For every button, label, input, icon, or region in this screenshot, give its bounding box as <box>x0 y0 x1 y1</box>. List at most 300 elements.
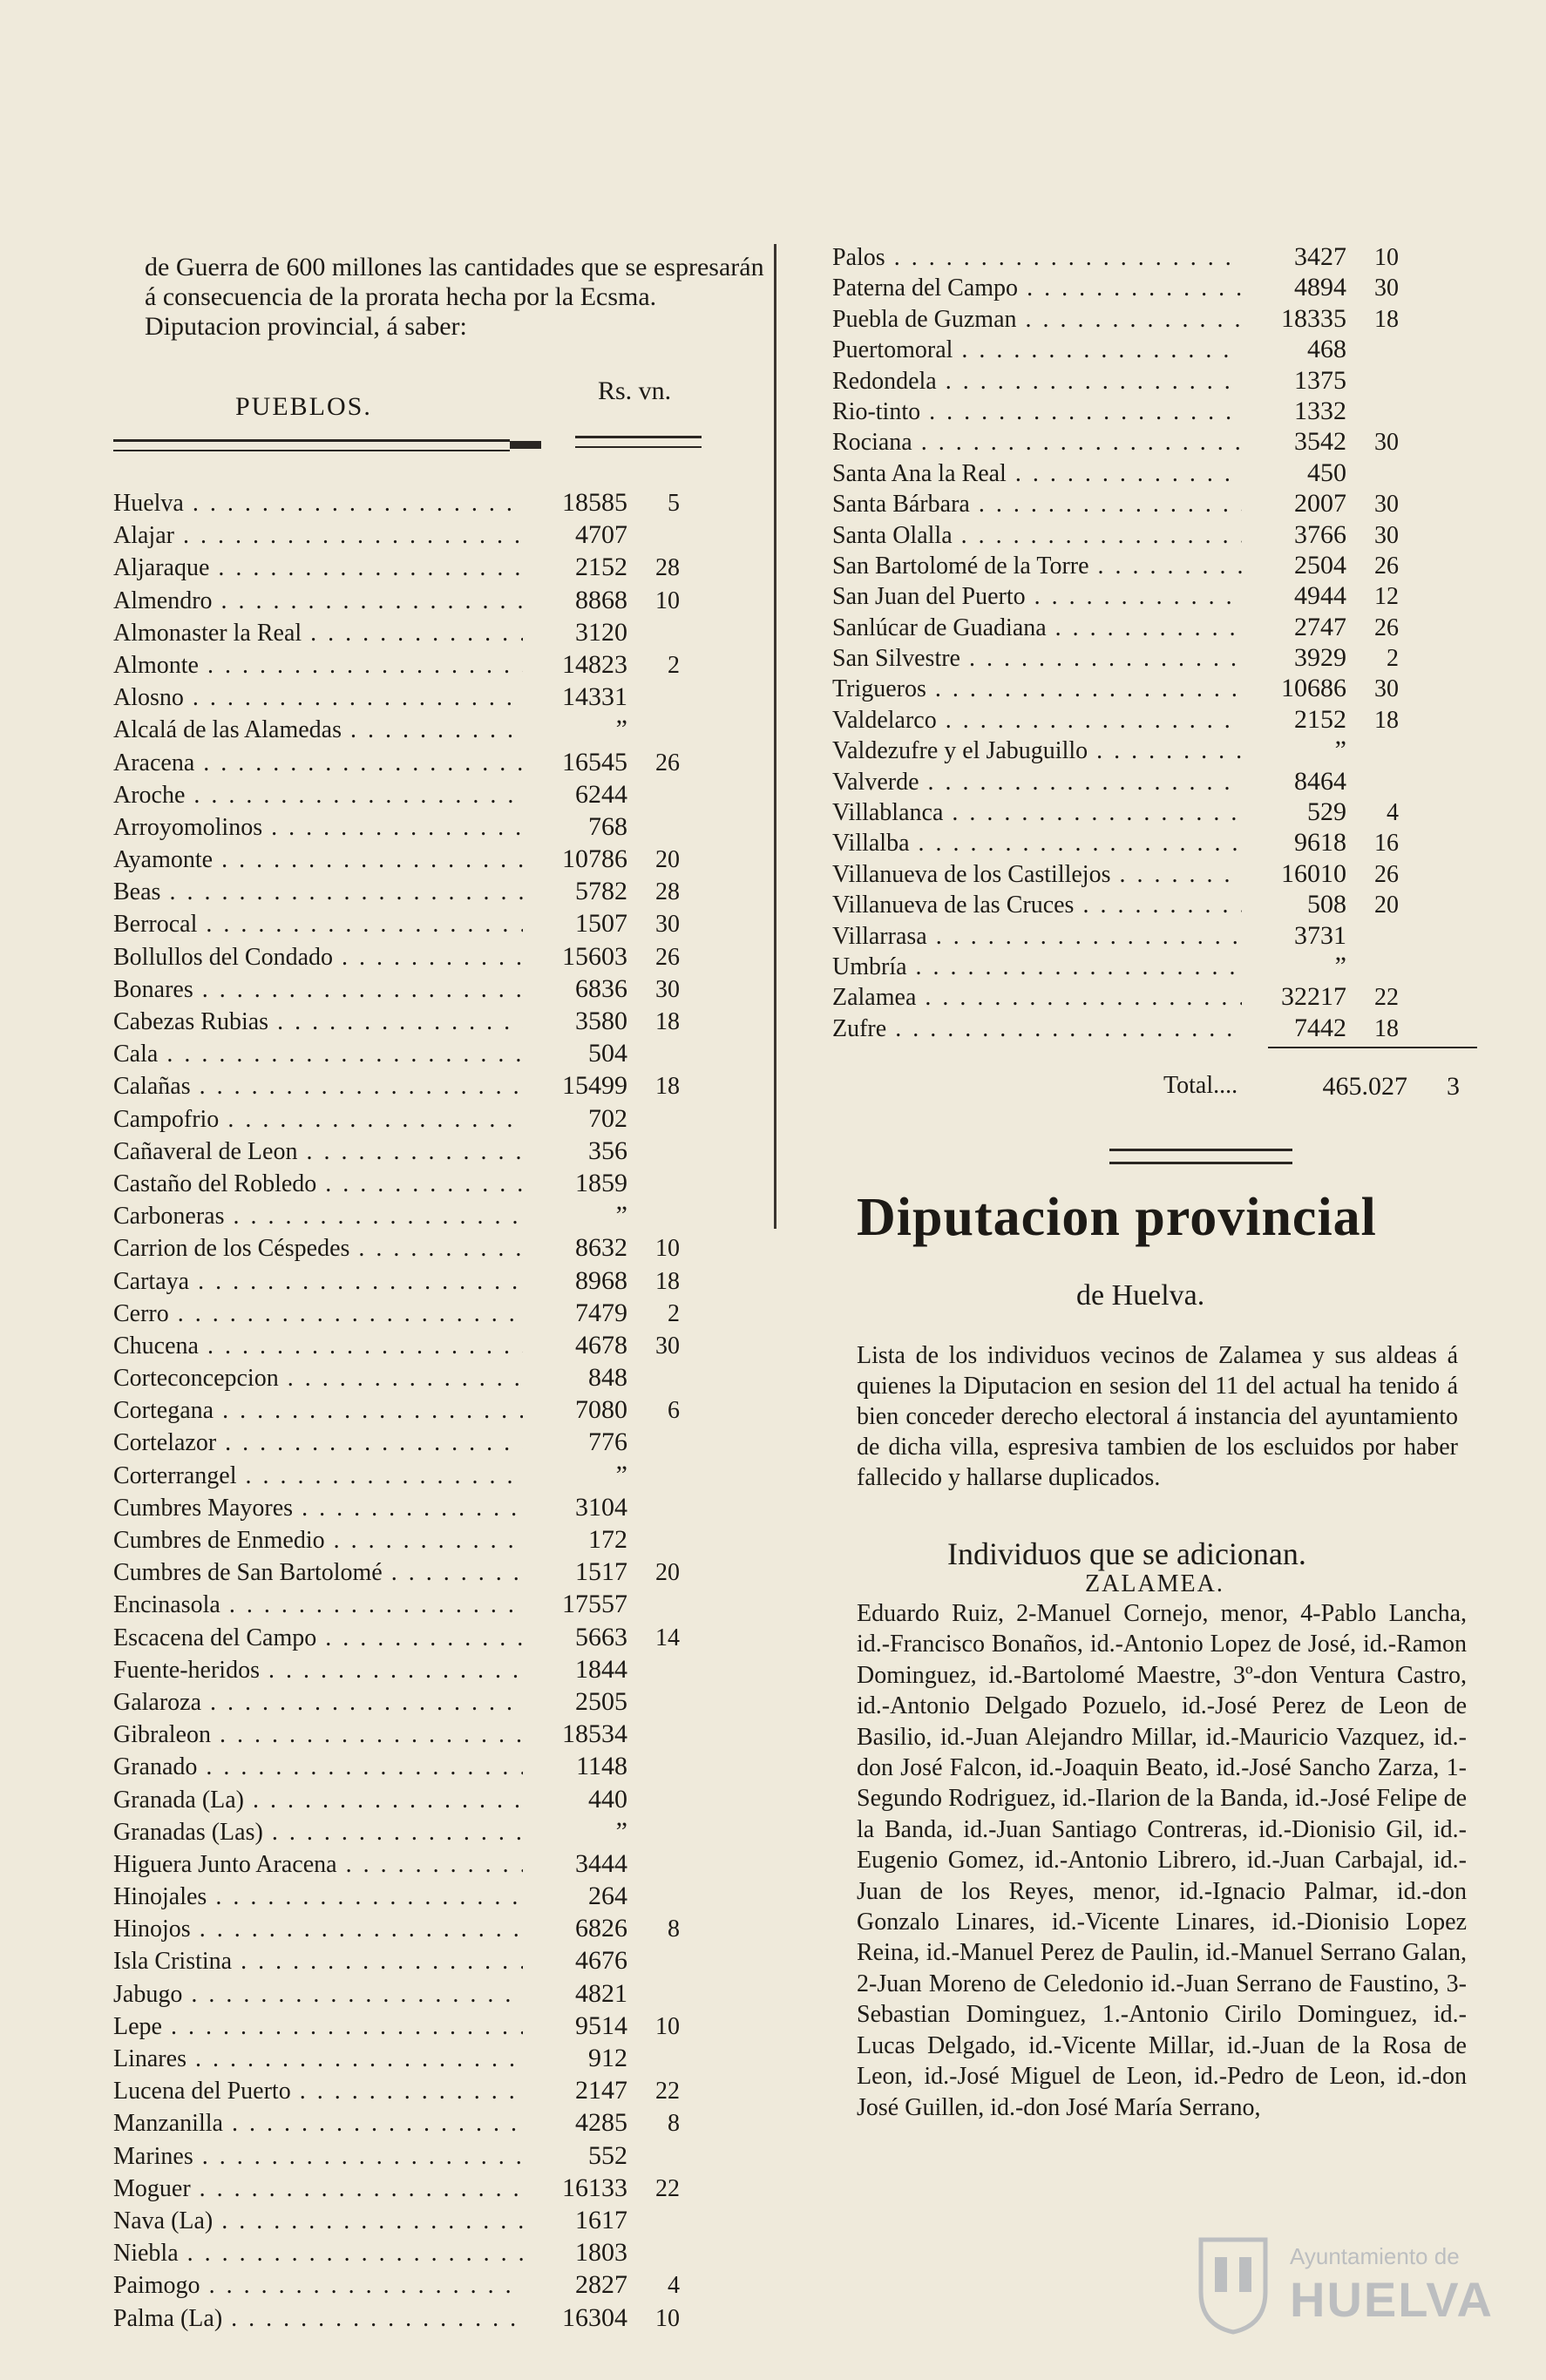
table-row <box>113 1882 758 1914</box>
rs-value: ” <box>1334 736 1346 765</box>
rs-value: 18534 <box>562 1719 627 1749</box>
rs-value: 2152 <box>575 553 627 582</box>
lista-paragraph: Lista de los individuos vecinos de Zalamea y sus aldeas á quienes la Diputacion en sesion del 11 del actual ha tenido á bien conceder derecho electoral á instancia del ayuntamiento de dicha villa, espresiva tambien de los escluidos por haber fallecido y hallarse duplicados. <box>857 1342 1458 1491</box>
rs-value: 3766 <box>1294 519 1346 549</box>
mrs-value: 30 <box>1374 429 1399 457</box>
pueblo-name: Chucena . . . <box>113 1332 523 1360</box>
table-row <box>113 1104 758 1136</box>
table-row <box>113 1687 758 1719</box>
mrs-value: 30 <box>1374 521 1399 549</box>
table-row <box>113 1007 758 1039</box>
pueblo-name: Cerro . . . <box>113 1300 523 1328</box>
table-row <box>832 705 1477 736</box>
rs-value: 468 <box>1307 335 1346 364</box>
table-row <box>113 1719 758 1752</box>
watermark-line1: Ayuntamiento de <box>1290 2243 1460 2269</box>
table-row <box>113 618 758 650</box>
rs-value: ” <box>615 1460 627 1489</box>
table-row <box>113 2173 758 2206</box>
pueblo-name: Cala . . . <box>113 1041 523 1068</box>
pueblo-name: Umbría . . . <box>832 953 1242 981</box>
rs-value: 768 <box>588 811 627 841</box>
rs-value: 440 <box>588 1784 627 1814</box>
rs-value: 18335 <box>1281 303 1346 333</box>
total-value: 465.027 <box>1322 1072 1407 1101</box>
table-row <box>113 1363 758 1395</box>
total-row <box>1163 1072 1477 1102</box>
table-row <box>113 1461 758 1493</box>
rs-value: 2504 <box>1294 550 1346 580</box>
pueblos-table-right <box>832 242 1477 1044</box>
total-rule <box>1268 1047 1477 1048</box>
rs-value: 504 <box>588 1039 627 1068</box>
rs-value: 8632 <box>575 1233 627 1263</box>
pueblo-name: Villarrasa . . . <box>832 923 1242 951</box>
pueblo-name: Valdelarco . . . <box>832 707 1242 735</box>
pueblo-name: Almonaster la Real . . . <box>113 620 523 648</box>
table-row <box>113 1266 758 1298</box>
rs-value: 1844 <box>575 1654 627 1684</box>
table-row <box>832 581 1477 612</box>
pueblo-name: Almendro . . . <box>113 587 523 615</box>
shield-icon <box>1194 2231 1272 2336</box>
pueblo-name: Gibraleon . . . <box>113 1721 523 1749</box>
mrs-value: 20 <box>655 1559 680 1587</box>
rs-value: 18585 <box>562 488 627 517</box>
mrs-value: 4 <box>668 2272 680 2300</box>
rs-value: 2152 <box>1294 704 1346 734</box>
pueblo-name: Fuente-heridos . . . <box>113 1657 523 1685</box>
table-row <box>832 643 1477 674</box>
table-row <box>113 650 758 682</box>
pueblo-name: Santa Olalla . . . <box>832 522 1242 550</box>
pueblo-name: Bollullos del Condado . . . <box>113 944 523 972</box>
mrs-value: 12 <box>1374 583 1399 611</box>
watermark-logo <box>1194 2231 1494 2344</box>
mrs-value: 26 <box>1374 860 1399 888</box>
rs-value: 9618 <box>1294 828 1346 858</box>
mrs-value: 28 <box>655 878 680 906</box>
mrs-value: 30 <box>1374 275 1399 302</box>
rs-value: 2147 <box>575 2076 627 2105</box>
table-row <box>113 942 758 974</box>
pueblo-name: Cumbres de San Bartolomé . . . <box>113 1559 523 1587</box>
rs-value: 7080 <box>575 1395 627 1425</box>
pueblo-name: San Juan del Puerto . . . <box>832 583 1242 611</box>
mrs-value: 18 <box>655 1073 680 1101</box>
table-row <box>113 1233 758 1265</box>
mrs-value: 10 <box>655 2304 680 2332</box>
rs-value: 4285 <box>575 2108 627 2138</box>
table-row <box>832 366 1477 397</box>
pueblo-name: Galaroza . . . <box>113 1689 523 1717</box>
rs-value: 7442 <box>1294 1013 1346 1042</box>
pueblo-name: Cortelazor . . . <box>113 1429 523 1457</box>
table-row <box>113 1136 758 1169</box>
table-row <box>113 1817 758 1849</box>
table-row <box>113 1914 758 1946</box>
pueblo-name: Campofrio . . . <box>113 1106 523 1134</box>
mrs-value: 22 <box>655 2078 680 2105</box>
rs-value: 1859 <box>575 1168 627 1197</box>
pueblo-name: Santa Bárbara . . . <box>832 491 1242 519</box>
rs-value: 1517 <box>575 1557 627 1587</box>
intro-paragraph: de Guerra de 600 millones las cantidades que se espresarán á consecuencia de la prorata hecha por la Ecsma. Diputacion provincial, á saber: <box>145 253 764 341</box>
pueblo-name: Alosno . . . <box>113 684 523 712</box>
rs-value: 3427 <box>1294 242 1346 271</box>
table-row <box>113 2044 758 2076</box>
pueblo-name: Valdezufre y el Jabuguillo . . . <box>832 737 1242 765</box>
pueblo-name: Encinasola . . . <box>113 1591 523 1619</box>
pueblo-name: Redondela . . . <box>832 368 1242 396</box>
mrs-value: 2 <box>1387 645 1399 673</box>
pueblo-name: Cartaya . . . <box>113 1268 523 1296</box>
pueblo-name: Higuera Junto Aracena . . . <box>113 1851 523 1879</box>
rs-value: 32217 <box>1281 982 1346 1012</box>
mrs-value: 22 <box>1374 984 1399 1012</box>
pueblo-name: Linares . . . <box>113 2045 523 2073</box>
table-row <box>832 767 1477 797</box>
table-row <box>832 242 1477 273</box>
table-row <box>832 520 1477 551</box>
pueblo-name: Escacena del Campo . . . <box>113 1624 523 1652</box>
total-mrs: 3 <box>1447 1072 1460 1101</box>
mrs-value: 30 <box>1374 491 1399 519</box>
table-row <box>113 2270 758 2302</box>
pueblo-name: Cabezas Rubias . . . <box>113 1008 523 1036</box>
pueblo-name: Alajar . . . <box>113 522 523 550</box>
pueblo-name: Zalamea . . . <box>832 984 1242 1012</box>
pueblo-name: Castaño del Robledo . . . <box>113 1170 523 1198</box>
rs-value: 16545 <box>562 747 627 776</box>
rs-value: 529 <box>1307 797 1346 827</box>
rs-value: ” <box>615 1816 627 1846</box>
rs-value: 4821 <box>575 1978 627 2008</box>
pueblo-name: Berrocal . . . <box>113 911 523 939</box>
rs-value: 3444 <box>575 1848 627 1878</box>
mrs-value: 18 <box>1374 305 1399 333</box>
table-row <box>113 1169 758 1201</box>
rs-value: 1803 <box>575 2238 627 2268</box>
pueblos-header: PUEBLOS. <box>235 392 372 421</box>
table-row <box>113 1201 758 1233</box>
pueblo-name: Palma (La) . . . <box>113 2305 523 2333</box>
mrs-value: 18 <box>1374 1014 1399 1042</box>
table-row <box>113 1623 758 1655</box>
pueblo-name: Hinojales . . . <box>113 1883 523 1911</box>
rs-value: 172 <box>588 1525 627 1554</box>
ornament-rule <box>1109 1149 1292 1164</box>
table-row <box>832 1014 1477 1044</box>
table-row <box>113 1655 758 1687</box>
rs-value: 4707 <box>575 520 627 550</box>
table-row <box>832 273 1477 303</box>
table-row <box>832 828 1477 858</box>
table-row <box>113 1979 758 2011</box>
rs-value: 776 <box>588 1427 627 1457</box>
rs-value: 1375 <box>1294 365 1346 395</box>
pueblo-name: Ayamonte . . . <box>113 846 523 874</box>
rs-value: 6836 <box>575 973 627 1003</box>
table-row <box>113 780 758 812</box>
pueblo-name: Carboneras . . . <box>113 1203 523 1231</box>
mrs-value: 30 <box>1374 675 1399 703</box>
mrs-value: 26 <box>655 749 680 776</box>
mrs-value: 30 <box>655 1332 680 1360</box>
mrs-value: 26 <box>1374 614 1399 641</box>
rs-value: 5782 <box>575 877 627 906</box>
rs-value: 16133 <box>562 2173 627 2202</box>
rs-value: 1148 <box>576 1752 627 1781</box>
mrs-value: 2 <box>668 651 680 679</box>
table-row <box>113 1039 758 1071</box>
table-row <box>113 2076 758 2108</box>
rs-value: 14823 <box>562 649 627 679</box>
table-row <box>113 1298 758 1331</box>
table-row <box>113 2011 758 2044</box>
table-row <box>832 489 1477 519</box>
rs-value: 552 <box>588 2140 627 2170</box>
pueblo-name: Carrion de los Céspedes . . . <box>113 1235 523 1263</box>
pueblo-name: Bonares . . . <box>113 976 523 1004</box>
pueblo-name: Trigueros . . . <box>832 675 1242 703</box>
rs-value: 6826 <box>575 1914 627 1943</box>
section-subtitle: de Huelva. <box>1076 1279 1205 1312</box>
table-row <box>113 1785 758 1817</box>
pueblo-name: Sanlúcar de Guadiana . . . <box>832 614 1242 642</box>
pueblo-name: Corterrangel . . . <box>113 1462 523 1490</box>
rs-value: ” <box>615 1201 627 1231</box>
rs-value: 17557 <box>562 1590 627 1619</box>
table-row <box>832 859 1477 890</box>
pueblo-name: Santa Ana la Real . . . <box>832 460 1242 488</box>
pueblo-name: Cortegana . . . <box>113 1397 523 1425</box>
mrs-value: 26 <box>655 943 680 971</box>
table-row <box>832 921 1477 952</box>
pueblo-name: San Bartolomé de la Torre . . . <box>832 553 1242 580</box>
pueblo-name: Lepe . . . <box>113 2013 523 2041</box>
pueblo-name: Nava (La) . . . <box>113 2207 523 2235</box>
mrs-value: 26 <box>1374 552 1399 580</box>
table-row <box>113 1557 758 1590</box>
mrs-value: 30 <box>655 911 680 939</box>
rs-value: 7479 <box>575 1298 627 1327</box>
pueblo-name: Beas . . . <box>113 878 523 906</box>
column-divider <box>774 244 776 1229</box>
pueblo-name: Lucena del Puerto . . . <box>113 2078 523 2105</box>
pueblo-name: Valverde . . . <box>832 769 1242 797</box>
table-row <box>113 553 758 585</box>
mrs-value: 6 <box>668 1397 680 1425</box>
table-row <box>113 844 758 877</box>
table-row <box>113 488 758 520</box>
mrs-value: 10 <box>655 1235 680 1263</box>
mrs-value: 4 <box>1387 799 1399 827</box>
rs-value: 912 <box>588 2044 627 2072</box>
rs-value: 5663 <box>575 1622 627 1651</box>
rs-value: 16010 <box>1281 858 1346 888</box>
pueblo-name: Villanueva de las Cruces . . . <box>832 892 1242 919</box>
header-rule-mark <box>510 441 541 449</box>
watermark-line2: HUELVA <box>1290 2272 1494 2327</box>
rs-value: 508 <box>1307 890 1346 919</box>
pueblo-name: Paimogo . . . <box>113 2272 523 2300</box>
mrs-value: 28 <box>655 554 680 582</box>
table-row <box>113 974 758 1007</box>
rs-value: 6244 <box>575 779 627 809</box>
rs-value: 264 <box>588 1882 627 1911</box>
rs-value: 15499 <box>562 1071 627 1101</box>
rs-value: 3104 <box>575 1492 627 1522</box>
table-row <box>113 1525 758 1557</box>
table-row <box>113 2108 758 2140</box>
pueblo-name: Moguer . . . <box>113 2175 523 2203</box>
mrs-value: 22 <box>655 2174 680 2202</box>
pueblo-name: Isla Cristina . . . <box>113 1948 523 1976</box>
pueblo-name: Granado . . . <box>113 1753 523 1781</box>
table-row <box>832 427 1477 458</box>
mrs-value: 8 <box>668 2110 680 2138</box>
rs-value: 3929 <box>1294 643 1346 673</box>
rs-value: 8868 <box>575 585 627 614</box>
rs-value: 2505 <box>575 1686 627 1716</box>
table-row <box>832 458 1477 489</box>
rs-value: 16304 <box>562 2302 627 2332</box>
mrs-value: 10 <box>655 587 680 614</box>
pueblo-name: Arroyomolinos . . . <box>113 814 523 842</box>
additions-heading: Individuos que se adicionan. <box>947 1536 1306 1571</box>
rs-value: 450 <box>1307 458 1346 487</box>
pueblo-name: Granadas (Las) . . . <box>113 1819 523 1847</box>
table-row <box>113 1946 758 1978</box>
table-row <box>113 2303 758 2336</box>
table-row <box>832 397 1477 427</box>
rs-value: 10686 <box>1281 674 1346 703</box>
pueblo-name: Cañaveral de Leon . . . <box>113 1138 523 1166</box>
pueblo-name: Palos . . . <box>832 244 1242 272</box>
total-label: Total.... <box>1163 1072 1238 1099</box>
table-row <box>113 715 758 747</box>
table-row <box>832 890 1477 920</box>
mrs-value: 14 <box>655 1624 680 1651</box>
rs-value: ” <box>615 715 627 744</box>
rs-value: 4894 <box>1294 273 1346 302</box>
pueblo-name: Marines . . . <box>113 2143 523 2171</box>
pueblo-name: San Silvestre . . . <box>832 645 1242 673</box>
pueblo-name: Cumbres de Enmedio . . . <box>113 1527 523 1555</box>
table-row <box>832 982 1477 1013</box>
table-row <box>832 335 1477 365</box>
pueblo-name: Calañas . . . <box>113 1073 523 1101</box>
pueblo-name: Villalba . . . <box>832 830 1242 858</box>
rs-value: 4678 <box>575 1330 627 1360</box>
section-title: Diputacion provincial <box>857 1188 1377 1247</box>
rs-value: 3542 <box>1294 427 1346 457</box>
pueblo-name: Rociana . . . <box>832 429 1242 457</box>
table-row <box>832 551 1477 581</box>
table-row <box>832 304 1477 335</box>
mrs-value: 30 <box>655 975 680 1003</box>
mrs-value: 18 <box>1374 706 1399 734</box>
mrs-value: 10 <box>655 2012 680 2040</box>
pueblo-name: Niebla . . . <box>113 2240 523 2268</box>
mrs-value: 2 <box>668 1299 680 1327</box>
mrs-value: 20 <box>655 846 680 874</box>
pueblos-table-left <box>113 488 758 2336</box>
mrs-value: 20 <box>1374 892 1399 919</box>
pueblo-name: Aroche . . . <box>113 782 523 810</box>
table-row <box>113 1395 758 1427</box>
mrs-value: 16 <box>1374 830 1399 858</box>
rs-value: 2007 <box>1294 489 1346 519</box>
pueblo-name: Paterna del Campo . . . <box>832 275 1242 302</box>
rs-value: 1617 <box>575 2205 627 2234</box>
pueblo-name: Aljaraque . . . <box>113 554 523 582</box>
rs-value: 8968 <box>575 1265 627 1295</box>
pueblo-name: Rio-tinto . . . <box>832 398 1242 426</box>
pueblo-name: Corteconcepcion . . . <box>113 1365 523 1393</box>
table-row <box>113 1849 758 1882</box>
pueblo-name: Almonte . . . <box>113 652 523 680</box>
place-heading: ZALAMEA. <box>1085 1570 1224 1597</box>
table-row <box>113 909 758 941</box>
rs-value: 4944 <box>1294 581 1346 611</box>
table-row <box>113 2238 758 2270</box>
table-row <box>832 736 1477 766</box>
pueblo-name: Granada (La) . . . <box>113 1787 523 1814</box>
table-row <box>113 1071 758 1103</box>
mrs-value: 8 <box>668 1916 680 1943</box>
table-row <box>832 674 1477 704</box>
table-row <box>832 952 1477 982</box>
rs-value: 356 <box>588 1136 627 1165</box>
rs-value: 3120 <box>575 617 627 647</box>
rs-value: 4676 <box>575 1946 627 1976</box>
table-row <box>113 2206 758 2238</box>
rs-value: 10786 <box>562 844 627 874</box>
table-row <box>113 682 758 715</box>
table-row <box>113 586 758 618</box>
table-row <box>113 748 758 780</box>
table-row <box>113 1493 758 1525</box>
rs-value: 3731 <box>1294 920 1346 950</box>
rs-value: 848 <box>588 1363 627 1393</box>
pueblo-name: Huelva . . . <box>113 490 523 518</box>
table-row <box>113 1590 758 1622</box>
header-rule <box>113 439 510 451</box>
rs-value: 1507 <box>575 909 627 939</box>
mrs-value: 5 <box>668 490 680 517</box>
table-row <box>113 1331 758 1363</box>
table-row <box>113 877 758 909</box>
pueblo-name: Cumbres Mayores . . . <box>113 1495 523 1522</box>
mrs-value: 18 <box>655 1267 680 1295</box>
table-row <box>113 812 758 844</box>
pueblo-name: Aracena . . . <box>113 749 523 777</box>
pueblo-name: Puebla de Guzman . . . <box>832 306 1242 334</box>
rs-value: 3580 <box>575 1007 627 1035</box>
names-paragraph: Eduardo Ruiz, 2-Manuel Cornejo, menor, 4-Pablo Lancha, id.-Francisco Bonaños, id.-Antonio Lopez de José, id.-Ramon Dominguez, id.-Bartolomé Maestre, 3º-don Ventura Castro, id.-Antonio Delgado Pozuelo, id.-José Perez de Leon de Basilio, id.-Juan Alejandro Millar, id.-Mauricio Vazquez, id.-don José Falcon, id.-Joaquin Beato, id.-José Sancho Zarza, 1-Segundo Rodriguez, id.-Ilarion de la Banda, id.-José Felipe de la Banda, id.-Juan Santiago Contreras, id.-Dionisio Gil, id.-Eugenio Gomez, id.-Antonio Librero, id.-Juan Carbajal, id.-Juan de los Reyes, menor, id.-Ignacio Palmar, id.-don Gonzalo Linares, id.-Vicente Linares, id.-Dionisio Lopez Reina, id.-Manuel Perez de Paulin, id.-Manuel Serrano Galan, 2-Juan Moreno de Celedonio id.-Juan Serrano de Faustino, 3-Sebastian Dominguez, 1.-Antonio Cirilo Dominguez, id.-Lucas Delgado, id.-Vicente Millar, id.-Juan de la Rosa de Leon, id.-José Miguel de Leon, id.-Pedro de Leon, id.-don José Guillen, id.-don José María Serrano, <box>857 1600 1467 2121</box>
table-row <box>832 797 1477 828</box>
rs-value: 2747 <box>1294 612 1346 641</box>
pueblo-name: Alcalá de las Alamedas . . . <box>113 716 523 744</box>
pueblo-name: Puertomoral . . . <box>832 336 1242 364</box>
pueblo-name: Manzanilla . . . <box>113 2110 523 2138</box>
pueblo-name: Villablanca . . . <box>832 799 1242 827</box>
mrs-value: 18 <box>655 1008 680 1035</box>
table-row <box>113 2141 758 2173</box>
rs-value: 14331 <box>562 682 627 712</box>
